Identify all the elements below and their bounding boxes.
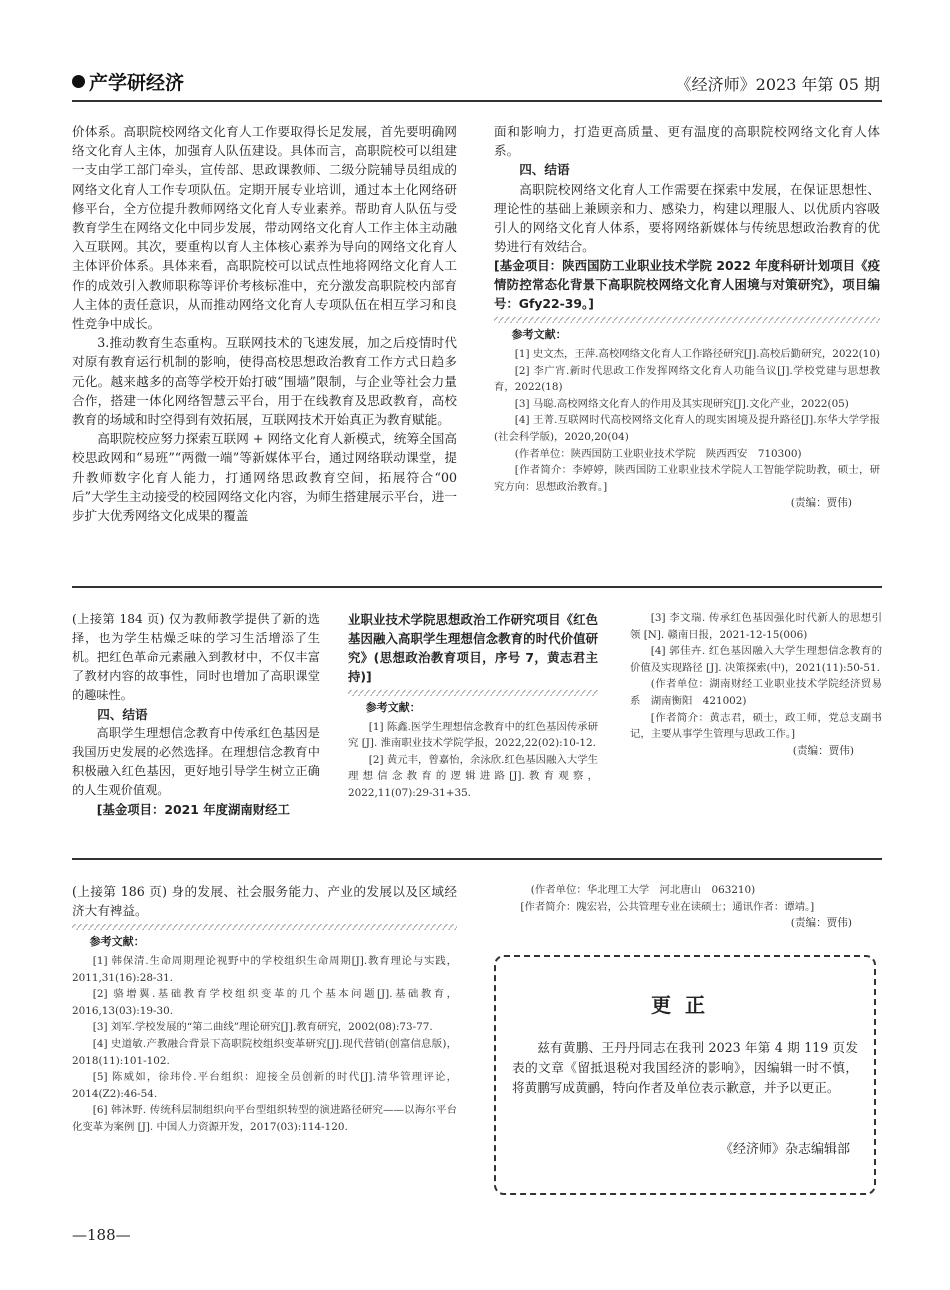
article2-column1 bbox=[72, 610, 320, 819]
reference-item: [3] 刘军.学校发展的“第二曲线”理论研究[J].教育研究，2002(08):73-77. bbox=[92, 1021, 433, 1034]
reference-item: [1] 陈鑫.医学生理想信念教育中的红色基因传承研究 [J]. 淮南职业技术学院学报，2022,22(02):10-12. bbox=[348, 720, 598, 750]
correction-title: 更正 bbox=[651, 993, 719, 1017]
fund-note-start: [基金项目：2021 年度湖南财经工 bbox=[96, 802, 290, 817]
author-bio: [作者简介：李婷婷，陕西国防工业职业技术学院人工智能学院助教，硕士，研究方向：思想政治教育。] bbox=[494, 464, 880, 493]
paragraph: (上接第 184 页) 仅为教师教学提供了新的选择，也为学生枯燥乏味的学习生活增添了生机。把红色革命元素融入到教材中，不仅丰富了教材内容的故事性，同时也增加了高职课堂的趣味性。 bbox=[72, 612, 320, 702]
reference-item: [4] 王菁.互联网时代高校网络文化育人的现实困境及提升路径[J].东华大学学报(社会科学版)，2020,20(04) bbox=[494, 414, 880, 443]
article1-column1 bbox=[72, 122, 457, 525]
references bbox=[72, 934, 457, 1135]
reference-item: [5] 陈威如，徐玮伶.平台组织：迎接全员创新的时代[J].清华管理评论，2014(Z2):46-54. bbox=[72, 1071, 457, 1100]
editor-note: (责编：贾伟) bbox=[790, 497, 852, 510]
issue-label: 《经济师》2023 年第 05 期 bbox=[675, 75, 880, 94]
references bbox=[348, 700, 598, 802]
reference-item: [2] 骆增翼.基础教育学校组织变革的几个基本问题[J].基础教育，2016,13(03):19-30. bbox=[72, 988, 457, 1017]
wave-divider bbox=[72, 924, 457, 930]
author-affiliation: (作者单位：陕西国防工业职业技术学院 陕西西安 710300) bbox=[514, 447, 802, 460]
article3-column1 bbox=[72, 882, 457, 1136]
paragraph: 高职院校网络文化育人工作需要在探索中发展，在保证思想性、理论性的基础上兼顾亲和力、感染力，构建以理服人、以优质内容吸引人的网络文化育人体系，要将网络新媒体与传统思想政治教育的优势进行有效结合。 bbox=[494, 181, 880, 255]
article2-column2 bbox=[348, 610, 598, 802]
paragraph: 高职学生理想信念教育中传承红色基因是我国历史发展的必然选择。在理想信念教育中积极融入红色基因，更好地引导学生树立正确的人生观价值观。 bbox=[72, 726, 320, 797]
paragraph: 价体系。高职院校网络文化育人工作要取得长足发展，首先要明确网络文化育人主体，加强育人队伍建设。具体而言，高职院校可以组建一支由学工部门牵头，宣传部、思政课教师、二级分院辅导员组成的网络文化育人工作专项队伍。定期开展专业培训，通过本土化网络研修平台，全方位提升教师网络文化育人专业素养。帮助育人队伍与受教育学生在网络文化中同步发展，带动网络文化育人工作主体主动融入互联网。其次，要重构以育人主体核心素养为导向的网络文化育人主体评价体系。具体来看，高职院校可以试点性地将网络文化育人工作的成效引入教师职称等评价考核标准中，充分激发高职院校内部育人主体的责任意识，从而推动网络文化育人专项队伍在相互学习和良性竞争中成长。 bbox=[72, 124, 457, 332]
reference-item: [2] 黄元丰，曾嘉怡，余泳欣.红色基因融入大学生理想信念教育的逻辑进路[J].教育观察，2022,11(07):29-31+35. bbox=[348, 753, 598, 799]
bullet-icon bbox=[72, 75, 85, 88]
fund-note: [基金项目：陕西国防工业职业技术学院 2022 年度科研计划项目《疫情防控常态化背景下高职院校网络文化育人困境与对策研究》，项目编号：Gfy22-39。] bbox=[494, 258, 880, 312]
paragraph: 面和影响力，打造更高质量、更有温度的高职院校网络文化育人体系。 bbox=[494, 124, 880, 159]
paragraph: 3.推动教育生态重构。互联网技术的飞速发展，加之后疫情时代对原有教育运行机制的影响，使得高校思想政治教育工作方式日趋多元化。越来越多的高等学校开始打破“围墙”限制，与企业等社会力量合作，搭建一体化网络智慧云平台，用于在线教育及思政教育，高校教育的场域和时空得到有效拓展，互联网技术开始真正为教育赋能。 bbox=[72, 335, 457, 428]
section-title: 产学研经济 bbox=[72, 68, 184, 95]
reference-item: [1] 韩保清.生命周期理论视野中的学校组织生命周期[J].教育理论与实践，2011,31(16):28-31. bbox=[72, 955, 457, 984]
article3-column2 bbox=[510, 882, 880, 932]
wave-divider bbox=[348, 690, 598, 696]
paragraph: 高职院校应努力探索互联网 + 网络文化育人新模式，统筹全国高校思政网和“易班”“两微一端”等新媒体平台，通过网络联动课堂，提升教师数字化育人能力，打通网络思政教育空间，拓展符合“00 后”大学生主动接受的校园网络文化内容，为师生搭建展示平台，进一步扩大优秀网络文化成果的覆盖 bbox=[72, 431, 457, 524]
paragraph: (上接第 186 页) 身的发展、社会服务能力、产业的发展以及区域经济大有裨益。 bbox=[72, 884, 457, 919]
reference-item: [4] 郭佳卉. 红色基因融入大学生理想信念教育的价值及实现路径 [J]. 决策探索(中)，2021(11):50-51. bbox=[630, 645, 882, 674]
references bbox=[494, 327, 880, 512]
author-bio: [作者简介：黄志君，硕士，政工师，党总支副书记，主要从事学生管理与思政工作。] bbox=[630, 711, 882, 741]
correction-body: 兹有黄鹏、王丹丹同志在我刊 2023 年第 4 期 119 页发表的文章《留抵退税对我国经济的影响》，因编辑一时不慎，将黄鹏写成黄鹂，特向作者及单位表示歉意，并予以更正。 bbox=[512, 1040, 858, 1095]
author-affiliation: (作者单位：湖南财经工业职业技术学院经济贸易系 湖南衡阳 421002) bbox=[630, 678, 882, 707]
section-heading: 四、结语 bbox=[519, 162, 570, 178]
section-rule bbox=[72, 586, 882, 588]
reference-item: [3] 李文瑞. 传承红色基因强化时代新人的思想引领 [N]. 赣南日报，2021-12-15(006) bbox=[630, 612, 882, 641]
section-rule bbox=[72, 858, 882, 860]
references-title: 参考文献： bbox=[89, 935, 145, 949]
correction-notice bbox=[494, 955, 876, 1195]
editor-note: (责编：贾伟) bbox=[790, 917, 852, 930]
reference-item: [6] 韩沐野. 传统科层制组织向平台型组织转型的演进路径研究——以海尔平台化变革为案例 [J]. 中国人力资源开发，2017(03):114-120. bbox=[72, 1104, 457, 1133]
article1-column2 bbox=[494, 122, 880, 512]
reference-item: [1] 史文杰，王萍.高校网络文化育人工作路径研究[J].高校后勤研究，2022(10) bbox=[514, 348, 881, 361]
header-rule bbox=[72, 100, 882, 102]
author-affiliation: (作者单位：华北理工大学 河北唐山 063210) bbox=[530, 884, 756, 896]
page-number: —188— bbox=[72, 1226, 131, 1244]
correction-signature: 《经济师》杂志编辑部 bbox=[719, 1142, 850, 1157]
reference-item: [4] 史道敏.产教融合背景下高职院校组织变革研究[J].现代营销(创富信息版)，2018(11):101-102. bbox=[72, 1037, 457, 1067]
reference-item: [2] 李广宵.新时代思政工作发挥网络文化育人功能刍议[J].学校党建与思想教育，2022(18) bbox=[494, 364, 880, 394]
section-heading: 四、结语 bbox=[97, 707, 148, 722]
author-bio: [作者简介：隗宏岩，公共管理专业在读硕士；通讯作者：谭靖。] bbox=[520, 900, 815, 913]
references-title: 参考文献： bbox=[365, 701, 421, 714]
references-title: 参考文献： bbox=[511, 328, 567, 342]
wave-divider bbox=[494, 317, 880, 323]
reference-item: [3] 马聪.高校网络文化育人的作用及其实现研究[J].文化产业，2022(05) bbox=[514, 397, 849, 410]
fund-note-cont: 业职业技术学院思想政治工作研究项目《红色基因融入高职学生理想信念教育的时代价值研究》(思想政治教育项目，序号 7，黄志君主持)] bbox=[348, 612, 598, 684]
editor-note: (责编：贾伟) bbox=[792, 744, 854, 757]
article2-column3 bbox=[630, 610, 882, 759]
